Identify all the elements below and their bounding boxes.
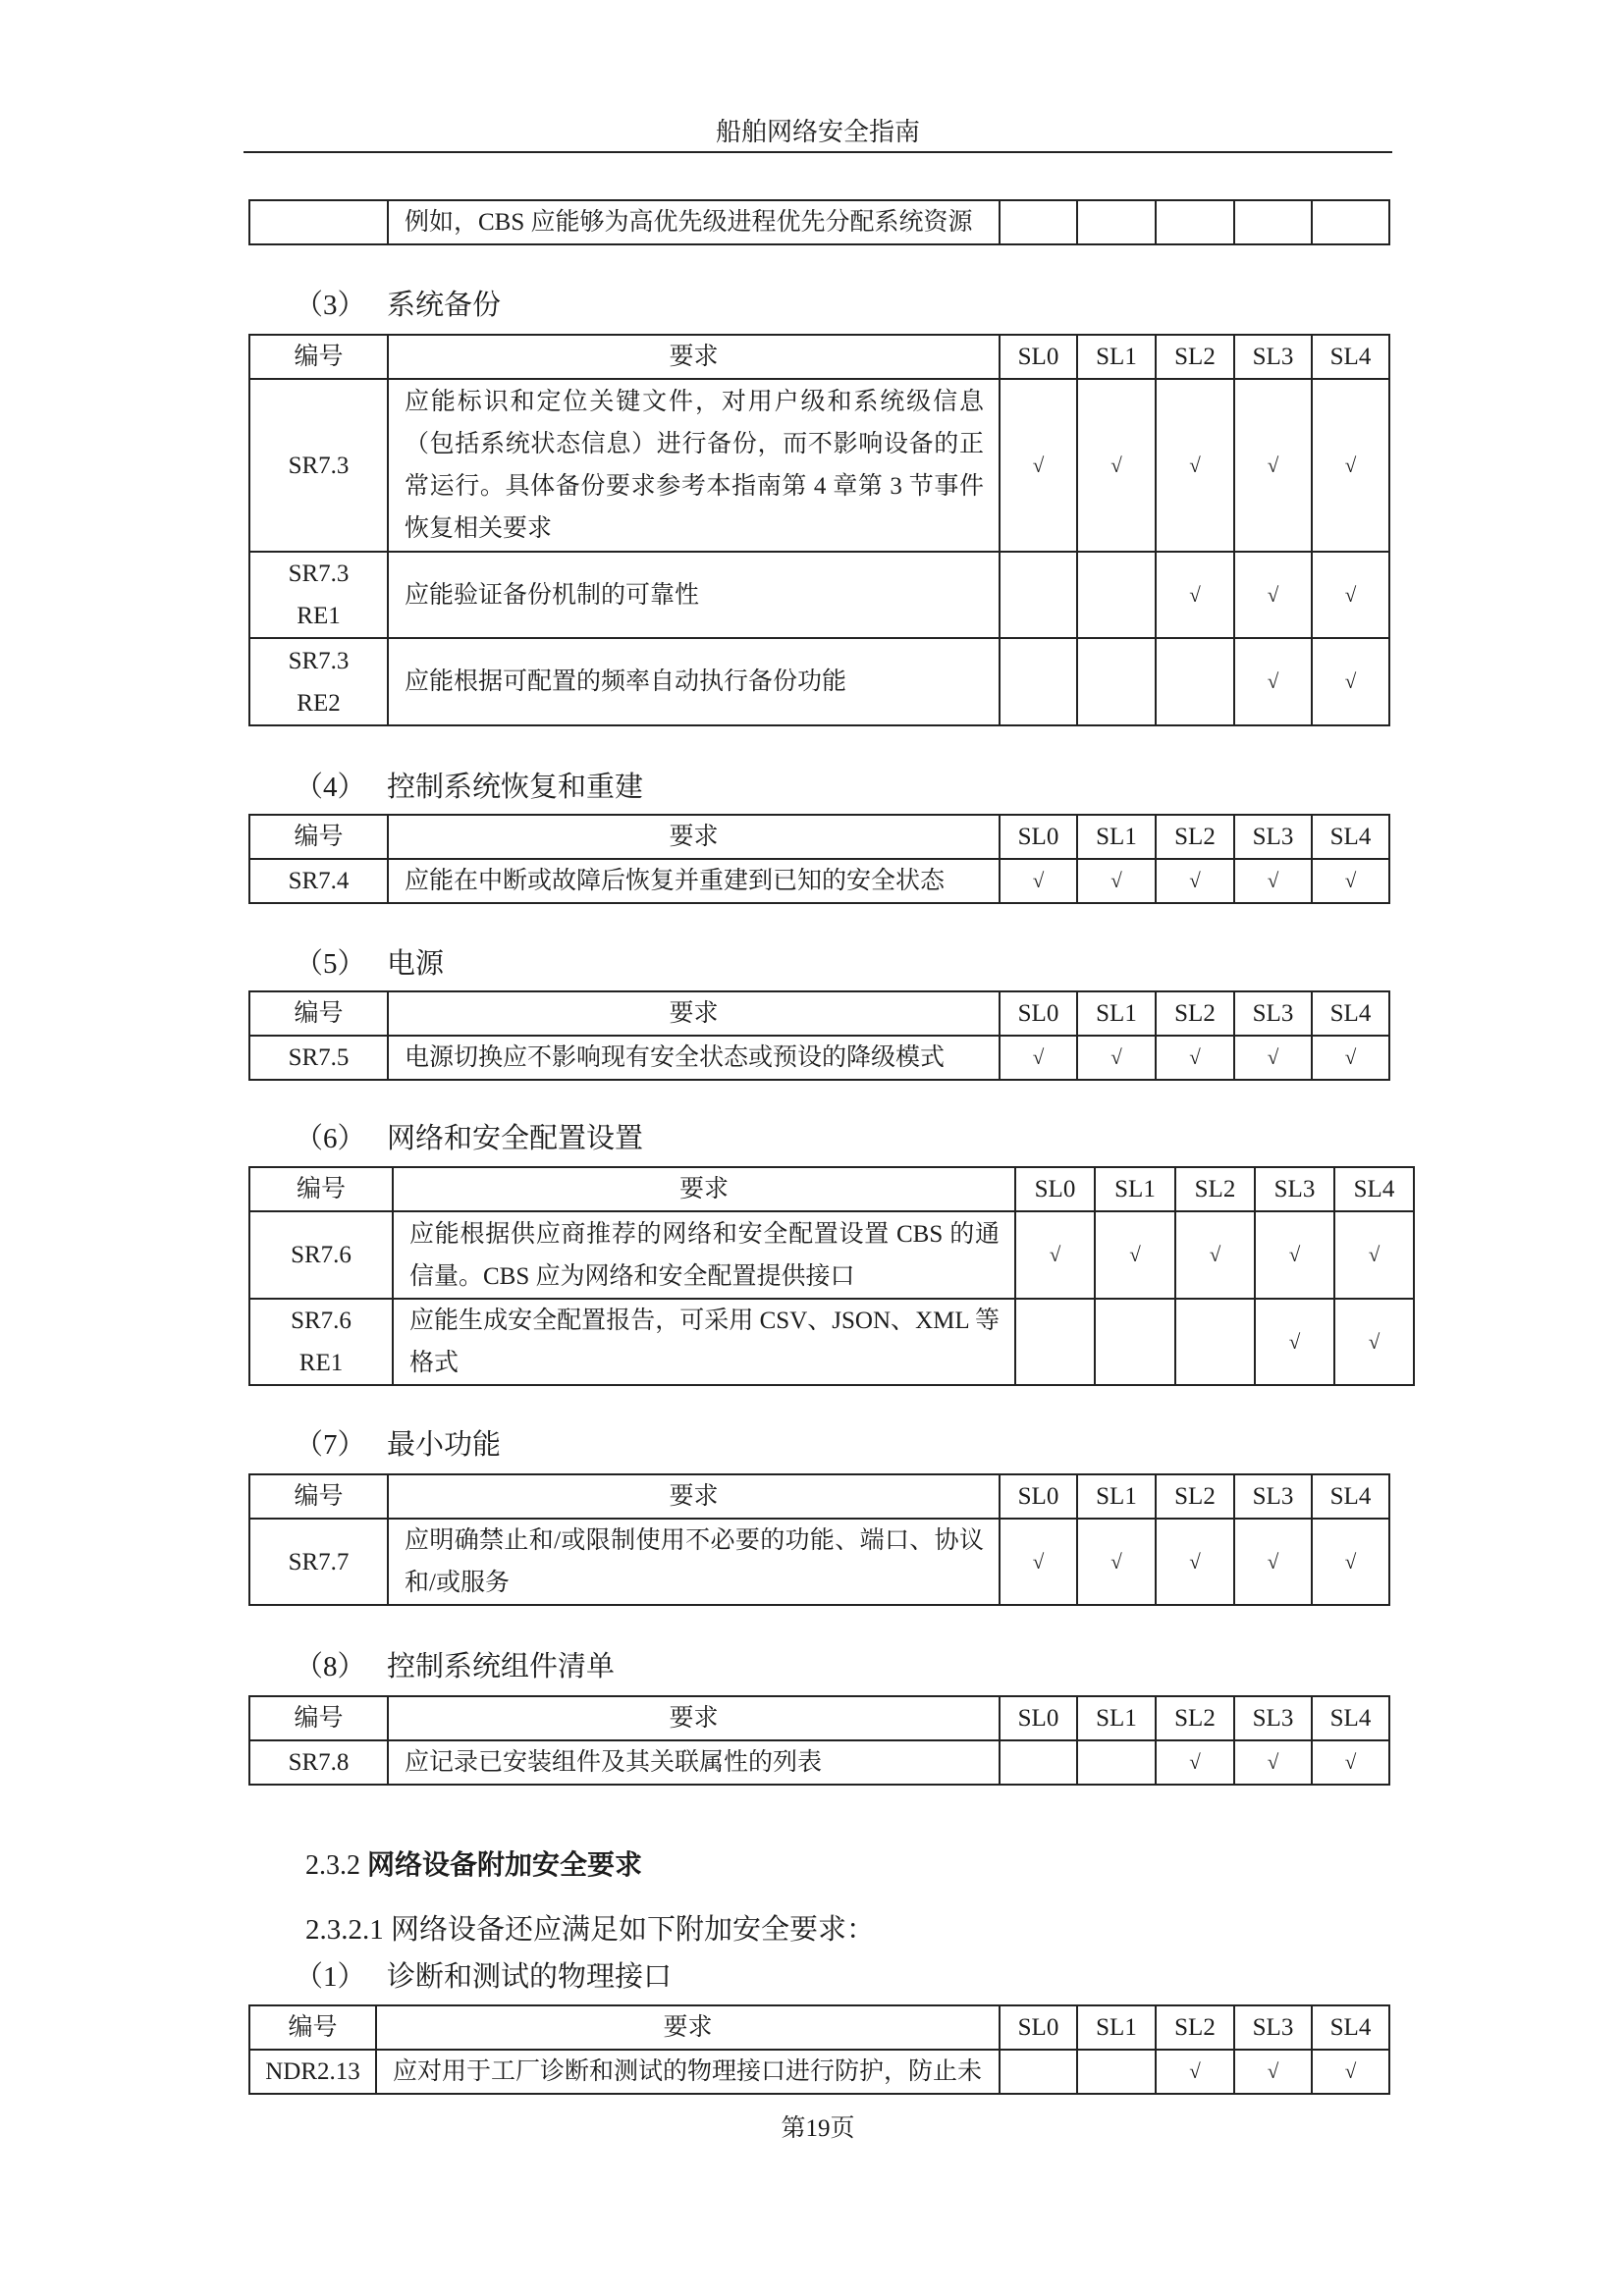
col-header-sl4: SL4 bbox=[1312, 1474, 1389, 1519]
level-sl2: √ bbox=[1156, 859, 1234, 903]
requirement-text: 应能根据可配置的频率自动执行备份功能 bbox=[388, 638, 1000, 725]
col-header-sl2: SL2 bbox=[1156, 991, 1234, 1036]
level-sl3 bbox=[1234, 200, 1312, 244]
col-header-sl0: SL0 bbox=[1000, 1696, 1077, 1740]
col-header-sl2: SL2 bbox=[1156, 335, 1234, 379]
level-sl4 bbox=[1312, 200, 1389, 244]
table-header-row bbox=[249, 335, 1389, 379]
level-sl2 bbox=[1175, 1299, 1255, 1385]
col-header-sl1: SL1 bbox=[1077, 335, 1156, 379]
section-number: （1） bbox=[295, 1961, 366, 1993]
table-row bbox=[249, 1519, 1389, 1605]
level-sl0 bbox=[1000, 200, 1077, 244]
table-row bbox=[249, 379, 1389, 552]
section-number: （7） bbox=[295, 1429, 366, 1461]
col-header-sl0: SL0 bbox=[1000, 335, 1077, 379]
table-header-row bbox=[249, 815, 1389, 859]
section-heading-component-inventory bbox=[295, 1647, 615, 1686]
level-sl0: √ bbox=[1000, 859, 1077, 903]
level-sl0: √ bbox=[1000, 1036, 1077, 1080]
section-title: 网络和安全配置设置 bbox=[387, 1123, 644, 1154]
level-sl2: √ bbox=[1175, 1211, 1255, 1299]
table-header-row bbox=[249, 1167, 1414, 1211]
table-row bbox=[249, 859, 1389, 903]
section-title: 诊断和测试的物理接口 bbox=[387, 1961, 673, 1993]
level-sl1: √ bbox=[1077, 859, 1156, 903]
table-row bbox=[249, 1036, 1389, 1080]
section-heading-system-backup bbox=[295, 286, 501, 325]
col-header-sl1: SL1 bbox=[1077, 2005, 1156, 2050]
level-sl2: √ bbox=[1156, 2050, 1234, 2094]
clause-text: 2.3.2.1 网络设备还应满足如下附加安全要求： bbox=[305, 1914, 876, 1946]
requirements-table-system-backup bbox=[248, 334, 1390, 726]
level-sl0: √ bbox=[1015, 1211, 1095, 1299]
col-header-sl1: SL1 bbox=[1077, 991, 1156, 1036]
level-sl2: √ bbox=[1156, 379, 1234, 552]
level-sl3: √ bbox=[1234, 1740, 1312, 1785]
col-header-id: 编号 bbox=[249, 1167, 393, 1211]
requirement-id: SR7.3 RE1 bbox=[249, 552, 388, 638]
requirements-table-continued bbox=[248, 199, 1390, 245]
col-header-id: 编号 bbox=[249, 991, 388, 1036]
table-header-row bbox=[249, 1696, 1389, 1740]
section-number: （8） bbox=[295, 1651, 366, 1682]
col-header-requirement: 要求 bbox=[388, 1474, 1000, 1519]
requirement-text: 电源切换应不影响现有安全状态或预设的降级模式 bbox=[388, 1036, 1000, 1080]
level-sl3: √ bbox=[1234, 859, 1312, 903]
requirement-text: 应能生成安全配置报告，可采用 CSV、JSON、XML 等格式 bbox=[393, 1299, 1015, 1385]
col-header-sl3: SL3 bbox=[1234, 335, 1312, 379]
level-sl1 bbox=[1095, 1299, 1175, 1385]
col-header-sl2: SL2 bbox=[1156, 1696, 1234, 1740]
level-sl3: √ bbox=[1255, 1211, 1334, 1299]
col-header-sl1: SL1 bbox=[1095, 1167, 1175, 1211]
level-sl2: √ bbox=[1156, 552, 1234, 638]
section-title: 控制系统恢复和重建 bbox=[387, 772, 644, 803]
level-sl3: √ bbox=[1234, 379, 1312, 552]
col-header-sl1: SL1 bbox=[1077, 815, 1156, 859]
col-header-sl0: SL0 bbox=[1000, 1474, 1077, 1519]
level-sl2 bbox=[1156, 200, 1234, 244]
table-row bbox=[249, 1211, 1414, 1299]
col-header-sl3: SL3 bbox=[1234, 1696, 1312, 1740]
level-sl2: √ bbox=[1156, 1740, 1234, 1785]
level-sl0 bbox=[1000, 2050, 1077, 2094]
section-number: （6） bbox=[295, 1123, 366, 1154]
col-header-sl4: SL4 bbox=[1312, 991, 1389, 1036]
section-title: 最小功能 bbox=[387, 1429, 502, 1461]
level-sl3: √ bbox=[1234, 2050, 1312, 2094]
col-header-sl1: SL1 bbox=[1077, 1696, 1156, 1740]
level-sl1 bbox=[1077, 2050, 1156, 2094]
level-sl2 bbox=[1156, 638, 1234, 725]
section-title: 电源 bbox=[387, 948, 445, 980]
col-header-requirement: 要求 bbox=[388, 991, 1000, 1036]
requirement-id: SR7.6 bbox=[249, 1211, 393, 1299]
subsection-number: 2.3.2 bbox=[305, 1850, 360, 1881]
col-header-id: 编号 bbox=[249, 815, 388, 859]
requirement-text: 应能在中断或故障后恢复并重建到已知的安全状态 bbox=[388, 859, 1000, 903]
level-sl4: √ bbox=[1334, 1211, 1414, 1299]
requirement-text: 例如，CBS 应能够为高优先级进程优先分配系统资源 bbox=[388, 200, 1000, 244]
level-sl1 bbox=[1077, 552, 1156, 638]
level-sl0 bbox=[1015, 1299, 1095, 1385]
table-row bbox=[249, 1299, 1414, 1385]
level-sl4: √ bbox=[1312, 859, 1389, 903]
requirements-table-recovery bbox=[248, 814, 1390, 904]
level-sl4: √ bbox=[1312, 1740, 1389, 1785]
col-header-sl2: SL2 bbox=[1156, 1474, 1234, 1519]
subsection-title: 网络设备附加安全要求 bbox=[367, 1850, 643, 1881]
table-row bbox=[249, 552, 1389, 638]
requirement-text: 应能根据供应商推荐的网络和安全配置设置 CBS 的通信量。CBS 应为网络和安全配置提供接口 bbox=[393, 1211, 1015, 1299]
col-header-sl2: SL2 bbox=[1156, 815, 1234, 859]
col-header-sl2: SL2 bbox=[1175, 1167, 1255, 1211]
requirement-id: SR7.7 bbox=[249, 1519, 388, 1605]
level-sl3: √ bbox=[1234, 1036, 1312, 1080]
level-sl0 bbox=[1000, 638, 1077, 725]
col-header-sl0: SL0 bbox=[1000, 815, 1077, 859]
requirement-id: SR7.4 bbox=[249, 859, 388, 903]
level-sl2: √ bbox=[1156, 1519, 1234, 1605]
col-header-sl3: SL3 bbox=[1234, 991, 1312, 1036]
level-sl1 bbox=[1077, 200, 1156, 244]
table-header-row bbox=[249, 1474, 1389, 1519]
level-sl0: √ bbox=[1000, 379, 1077, 552]
header-rule bbox=[244, 151, 1392, 153]
requirement-id: SR7.3 bbox=[249, 379, 388, 552]
col-header-sl0: SL0 bbox=[1000, 2005, 1077, 2050]
col-header-sl0: SL0 bbox=[1015, 1167, 1095, 1211]
level-sl4: √ bbox=[1312, 379, 1389, 552]
requirements-table-diagnostic-interfaces bbox=[248, 2004, 1390, 2095]
level-sl0 bbox=[1000, 552, 1077, 638]
level-sl1 bbox=[1077, 638, 1156, 725]
level-sl1: √ bbox=[1077, 1519, 1156, 1605]
col-header-sl3: SL3 bbox=[1234, 1474, 1312, 1519]
section-title: 系统备份 bbox=[387, 290, 502, 321]
table-header-row bbox=[249, 2005, 1389, 2050]
table-header-row bbox=[249, 991, 1389, 1036]
col-header-sl4: SL4 bbox=[1312, 815, 1389, 859]
level-sl1 bbox=[1077, 1740, 1156, 1785]
level-sl4: √ bbox=[1312, 1036, 1389, 1080]
section-number: （5） bbox=[295, 948, 366, 980]
col-header-sl1: SL1 bbox=[1077, 1474, 1156, 1519]
requirement-text: 应对用于工厂诊断和测试的物理接口进行防护，防止未 bbox=[376, 2050, 1000, 2094]
col-header-sl4: SL4 bbox=[1312, 1696, 1389, 1740]
level-sl1: √ bbox=[1095, 1211, 1175, 1299]
col-header-id: 编号 bbox=[249, 2005, 376, 2050]
section-heading-least-functionality bbox=[295, 1425, 501, 1465]
section-heading-diagnostic-interfaces bbox=[295, 1957, 672, 1997]
level-sl4: √ bbox=[1312, 2050, 1389, 2094]
col-header-sl4: SL4 bbox=[1312, 335, 1389, 379]
requirement-id: SR7.5 bbox=[249, 1036, 388, 1080]
level-sl2: √ bbox=[1156, 1036, 1234, 1080]
requirement-text: 应能验证备份机制的可靠性 bbox=[388, 552, 1000, 638]
level-sl0: √ bbox=[1000, 1519, 1077, 1605]
col-header-requirement: 要求 bbox=[393, 1167, 1015, 1211]
col-header-requirement: 要求 bbox=[388, 1696, 1000, 1740]
requirement-id: NDR2.13 bbox=[249, 2050, 376, 2094]
col-header-sl2: SL2 bbox=[1156, 2005, 1234, 2050]
level-sl4: √ bbox=[1312, 638, 1389, 725]
col-header-sl3: SL3 bbox=[1234, 2005, 1312, 2050]
col-header-requirement: 要求 bbox=[388, 815, 1000, 859]
level-sl4: √ bbox=[1312, 1519, 1389, 1605]
col-header-id: 编号 bbox=[249, 1474, 388, 1519]
level-sl4: √ bbox=[1334, 1299, 1414, 1385]
col-header-sl3: SL3 bbox=[1234, 815, 1312, 859]
requirement-text: 应明确禁止和/或限制使用不必要的功能、端口、协议和/或服务 bbox=[388, 1519, 1000, 1605]
requirements-table-network-config bbox=[248, 1166, 1415, 1386]
col-header-id: 编号 bbox=[249, 335, 388, 379]
level-sl3: √ bbox=[1255, 1299, 1334, 1385]
table-row bbox=[249, 638, 1389, 725]
requirement-text: 应能标识和定位关键文件，对用户级和系统级信息（包括系统状态信息）进行备份，而不影响设备的正常运行。具体备份要求参考本指南第 4 章第 3 节事件恢复相关要求 bbox=[388, 379, 1000, 552]
col-header-requirement: 要求 bbox=[388, 335, 1000, 379]
col-header-sl3: SL3 bbox=[1255, 1167, 1334, 1211]
requirement-id: SR7.6 RE1 bbox=[249, 1299, 393, 1385]
level-sl0 bbox=[1000, 1740, 1077, 1785]
level-sl3: √ bbox=[1234, 1519, 1312, 1605]
level-sl4: √ bbox=[1312, 552, 1389, 638]
section-heading-network-config bbox=[295, 1119, 643, 1158]
table-row bbox=[249, 200, 1389, 244]
requirement-id: SR7.8 bbox=[249, 1740, 388, 1785]
section-number: （3） bbox=[295, 290, 366, 321]
col-header-id: 编号 bbox=[249, 1696, 388, 1740]
requirement-id bbox=[249, 200, 388, 244]
section-title: 控制系统组件清单 bbox=[387, 1651, 616, 1682]
requirements-table-power bbox=[248, 990, 1390, 1081]
col-header-sl0: SL0 bbox=[1000, 991, 1077, 1036]
col-header-sl4: SL4 bbox=[1312, 2005, 1389, 2050]
requirements-table-component-inventory bbox=[248, 1695, 1390, 1786]
col-header-requirement: 要求 bbox=[376, 2005, 1000, 2050]
table-row bbox=[249, 1740, 1389, 1785]
section-heading-recovery bbox=[295, 768, 643, 807]
section-number: （4） bbox=[295, 772, 366, 803]
level-sl3: √ bbox=[1234, 638, 1312, 725]
section-heading-power bbox=[295, 944, 444, 984]
level-sl1: √ bbox=[1077, 379, 1156, 552]
col-header-sl4: SL4 bbox=[1334, 1167, 1414, 1211]
page-number: 第19页 bbox=[781, 2115, 855, 2142]
running-header-title: 船舶网络安全指南 bbox=[715, 118, 920, 146]
level-sl1: √ bbox=[1077, 1036, 1156, 1080]
table-row bbox=[249, 2050, 1389, 2094]
requirement-id: SR7.3 RE2 bbox=[249, 638, 388, 725]
level-sl3: √ bbox=[1234, 552, 1312, 638]
subsection-heading bbox=[305, 1846, 642, 1886]
requirement-text: 应记录已安装组件及其关联属性的列表 bbox=[388, 1740, 1000, 1785]
requirements-table-least-functionality bbox=[248, 1473, 1390, 1606]
